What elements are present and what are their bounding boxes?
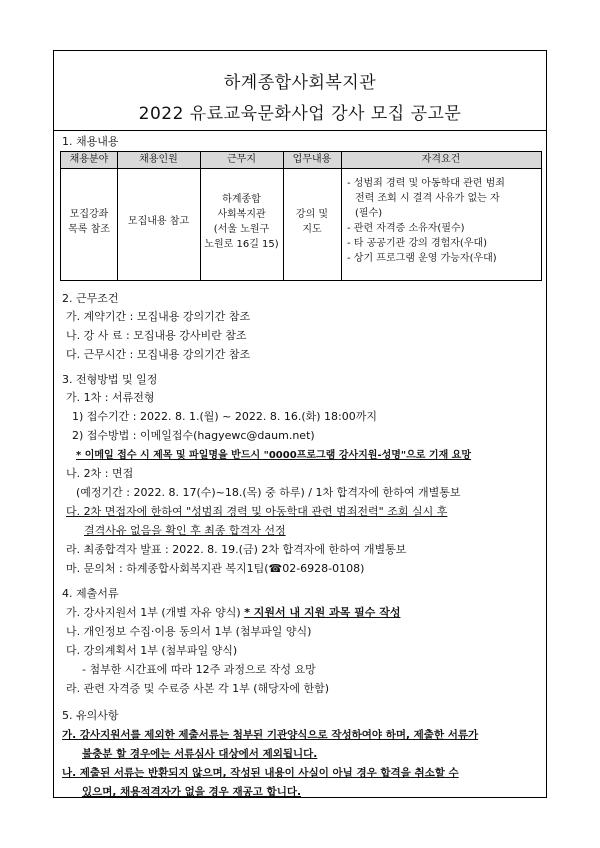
process-item: (예정기간 : 2022. 8. 17(수)~18.(목) 중 하루) / 1차 합격자에 한하여 개별통보 (76, 486, 461, 499)
table-header: 근무지 (200, 152, 283, 169)
condition-item: 나. 강 사 료 : 모집내용 강사비란 참조 (66, 329, 247, 342)
process-item: 2) 접수방법 : 이메일접수(hagyewc@daum.net) (72, 429, 315, 442)
table-header: 업무내용 (283, 152, 341, 169)
process-item: 1) 접수기간 : 2022. 8. 1.(월) ~ 2022. 8. 16.(화) 18:00까지 (72, 410, 378, 423)
section-heading-process: 3. 전형방법 및 일정 (62, 373, 158, 386)
process-item: 마. 문의처 : 하계종합사회복지관 복지1팀(☎02-6928-0108) (66, 562, 365, 575)
table-cell-qualifications: - 성범죄 경력 및 아동학대 관련 범죄 전력 조회 시 결격 사유가 없는 자 (필수) - 관련 자격증 소유자(필수) - 타 공공기관 강의 경험자(우대) - 상기 프로그램 운영 가능자(우대) (347, 178, 505, 264)
table-cell-field: 모집강좌 목록 참조 (68, 209, 110, 235)
condition-item: 가. 계약기간 : 모집내용 강의기간 참조 (66, 310, 251, 323)
process-note: * 이메일 접수 시 제목 및 파일명을 반드시 "0000프로그램 강사지원-성명"으로 기재 요망 (76, 450, 472, 461)
title-box (54, 51, 546, 131)
document-item: 라. 관련 자격증 및 수료증 사본 각 1부 (해당자에 한함) (66, 682, 330, 695)
section-heading-conditions: 2. 근무조건 (62, 292, 119, 305)
document-item: - 첨부한 시간표에 따라 12주 과정으로 작성 요망 (82, 663, 316, 676)
process-item: 가. 1차 : 서류전형 (66, 391, 155, 404)
note-item: 가. 강사지원서를 제외한 제출서류는 첨부된 기관양식으로 작성하여야 하며, 제출한 서류가 (62, 729, 479, 741)
note-item: 있으며, 채용적격자가 없을 경우 재공고 합니다. (82, 786, 301, 798)
note-item: 나. 제출된 서류는 반환되지 않으며, 작성된 내용이 사실이 아닐 경우 합격을 취소할 수 (62, 767, 459, 779)
table-header: 채용인원 (117, 152, 200, 169)
section-heading-notes: 5. 유의사항 (62, 709, 119, 722)
table-cell-count: 모집내용 참고 (127, 216, 190, 227)
process-item: 라. 최종합격자 발표 : 2022. 8. 19.(금) 2차 합격자에 한하여 개별통보 (66, 543, 407, 556)
page-title: 하계종합사회복지관 (223, 73, 377, 93)
table-divider (341, 152, 342, 280)
document-item: 다. 강의계획서 1부 (첨부파일 양식) (66, 644, 238, 657)
page-subtitle: 2022 유료교육문화사업 강사 모집 공고문 (138, 104, 462, 124)
table-header: 자격요건 (341, 152, 541, 169)
document-item: 가. 강사지원서 1부 (개별 자유 양식) * 지원서 내 지원 과목 필수 작성 (66, 606, 401, 619)
document-required-note: * 지원서 내 지원 과목 필수 작성 (244, 606, 401, 619)
table-header: 채용분야 (61, 152, 117, 169)
section-heading-documents: 4. 제출서류 (62, 587, 119, 600)
process-item: 나. 2차 : 면접 (66, 467, 134, 480)
section-heading-recruitment: 1. 채용내용 (62, 135, 119, 148)
table-cell-place: 하계종합 사회복지관 (서울 노원구 노원로 16길 15) (204, 194, 279, 250)
recruitment-table (60, 151, 542, 281)
table-cell-work: 강의 및 지도 (295, 209, 329, 235)
process-item: 다. 2차 면접자에 한하여 "성범죄 경력 및 아동학대 관련 범죄전력" 조회 실시 후 (66, 505, 448, 518)
note-item: 불충분 할 경우에는 서류심사 대상에서 제외됩니다. (82, 748, 318, 760)
condition-item: 다. 근무시간 : 모집내용 강의기간 참조 (66, 348, 251, 361)
process-item: 결격사유 없음을 확인 후 최종 합격자 선정 (84, 524, 286, 537)
notice-frame (53, 50, 547, 798)
document-item: 나. 개인정보 수집·이용 동의서 1부 (첨부파일 양식) (66, 625, 312, 638)
